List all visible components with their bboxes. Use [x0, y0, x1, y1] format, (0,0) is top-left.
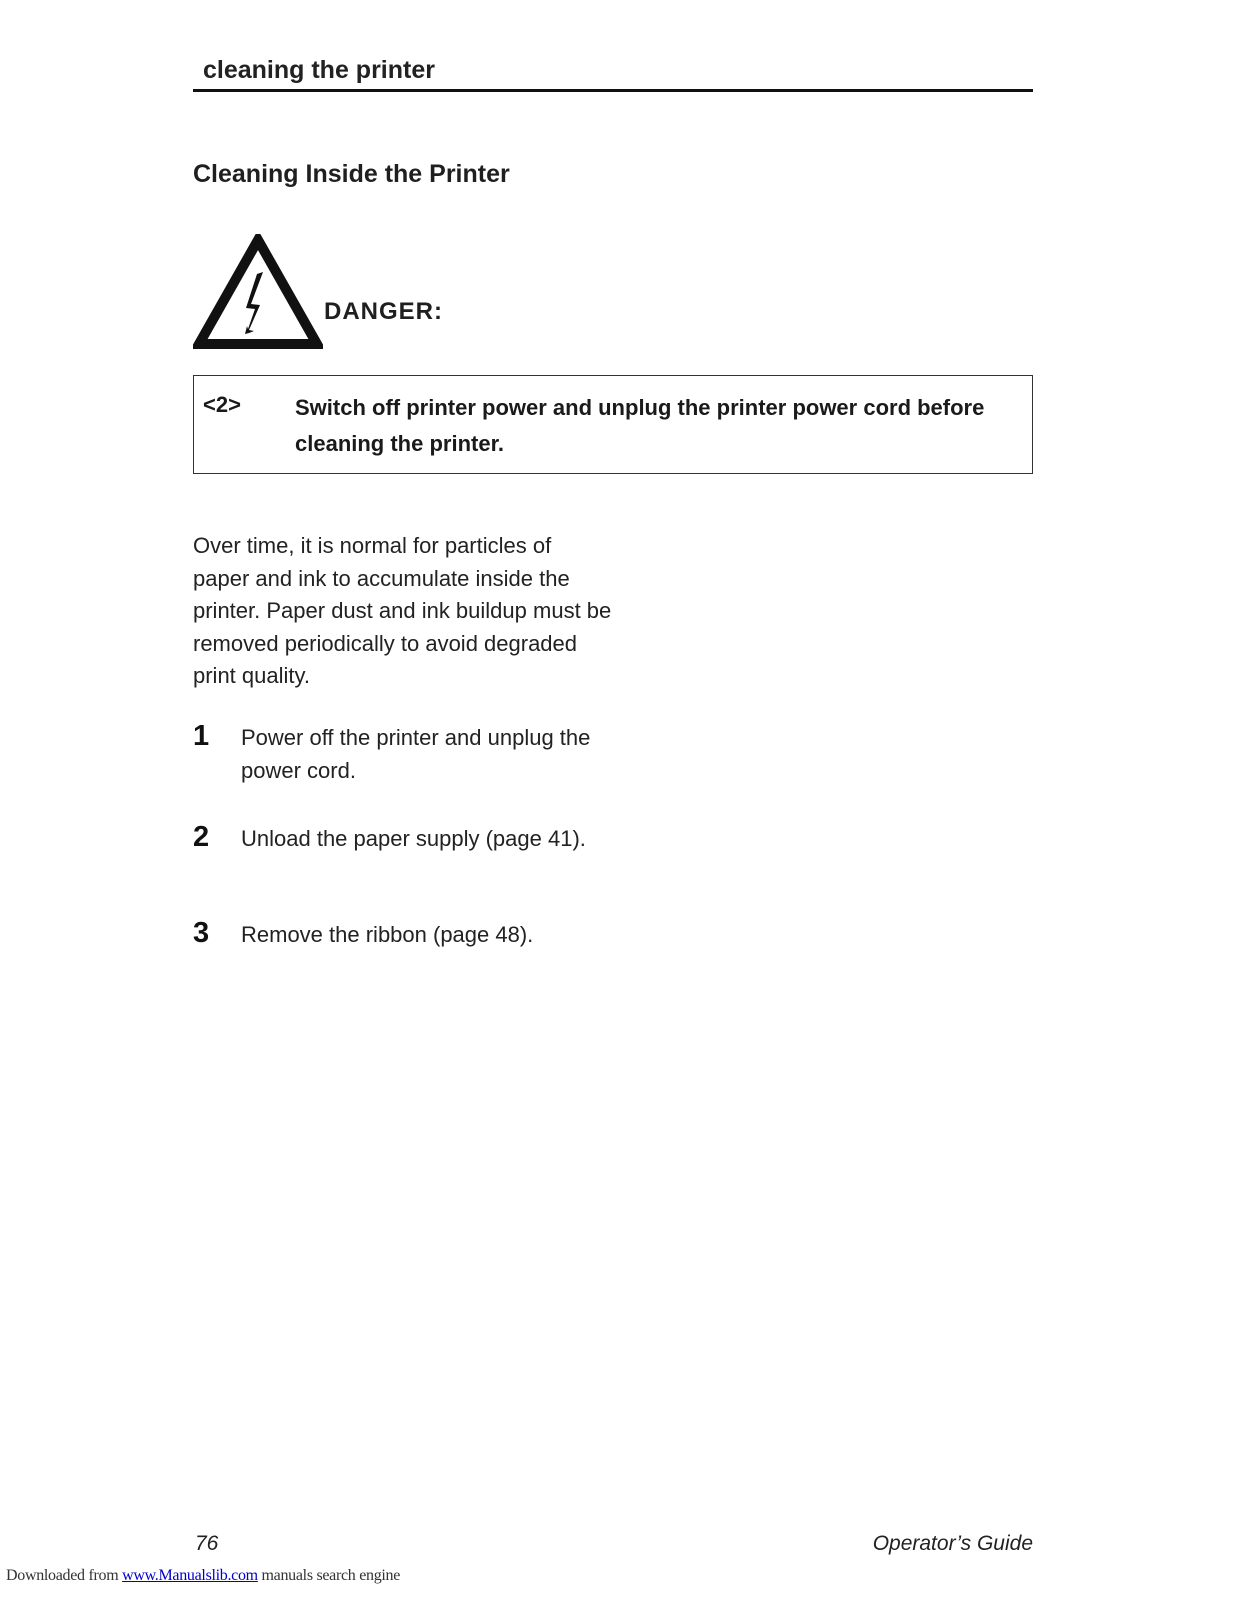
electric-shock-warning-icon [193, 234, 323, 350]
danger-text: Switch off printer power and unplug the printer power cord before cleaning the printer. [295, 395, 985, 456]
step-text: Unload the paper supply (page 41). [241, 826, 586, 851]
step-text: Remove the ribbon (page 48). [241, 922, 534, 947]
download-suffix: manuals search engine [257, 1567, 401, 1584]
danger-code: <2> [203, 392, 241, 417]
step-number: 1 [193, 720, 210, 752]
danger-label: DANGER: [324, 298, 443, 325]
guide-title: Operator’s Guide [872, 1532, 1033, 1555]
running-header: cleaning the printer [193, 56, 1033, 92]
step-number: 3 [193, 917, 210, 949]
danger-notice-box [193, 375, 1033, 474]
manualslib-link[interactable]: www.Manualslib.com [122, 1567, 258, 1584]
download-source-line [6, 1567, 400, 1585]
step-text: Power off the printer and unplug the power cord. [241, 725, 591, 783]
intro-paragraph: Over time, it is normal for particles of paper and ink to accumulate inside the printer. Paper dust and ink buildup must be removed periodically to avoid degraded print quality. [193, 533, 612, 688]
download-prefix: Downloaded from [6, 1567, 123, 1584]
page-number: 76 [195, 1532, 219, 1555]
step-number: 2 [193, 821, 210, 853]
section-title: Cleaning Inside the Printer [193, 160, 510, 188]
